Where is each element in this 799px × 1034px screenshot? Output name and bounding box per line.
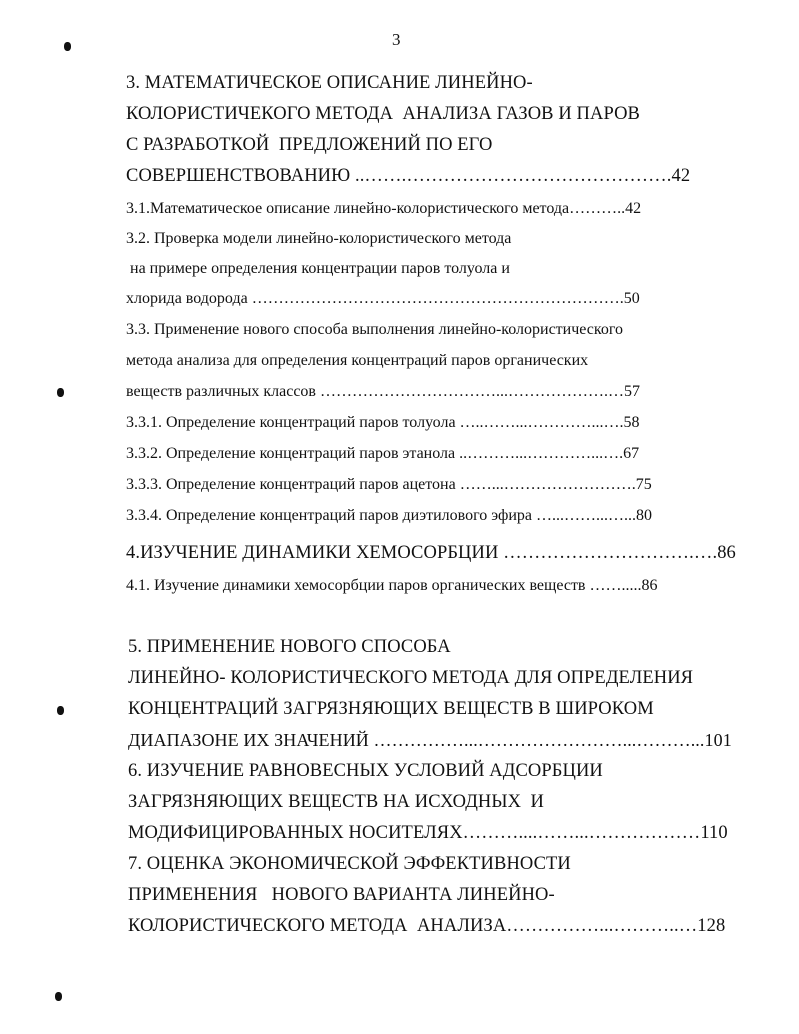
- punch-hole-mark: [64, 42, 71, 51]
- toc-line: 3.3. Применение нового способа выполнения линейно-колористического: [126, 321, 623, 338]
- toc-line: ЗАГРЯЗНЯЮЩИХ ВЕЩЕСТВ НА ИСХОДНЫХ И: [128, 792, 544, 812]
- page-number: 3: [392, 30, 401, 49]
- toc-line: на примере определения концентрации паров толуола и: [126, 260, 510, 277]
- punch-hole-mark: [55, 992, 62, 1001]
- toc-line: 3. МАТЕМАТИЧЕСКОЕ ОПИСАНИЕ ЛИНЕЙНО-: [126, 73, 533, 93]
- toc-line: КОЛОРИСТИЧЕСКОГО МЕТОДА АНАЛИЗА……………...………..…128: [128, 916, 726, 936]
- toc-line: 3.3.4. Определение концентраций паров диэтилового эфира …...……...…...80: [126, 507, 653, 524]
- toc-line: КОЛОРИСТИЧЕКОГО МЕТОДА АНАЛИЗА ГАЗОВ И ПАРОВ: [126, 104, 640, 124]
- toc-line: 4.1. Изучение динамики хемосорбции паров органических веществ …….....86: [126, 577, 658, 594]
- toc-line: 4.ИЗУЧЕНИЕ ДИНАМИКИ ХЕМОСОРБЦИИ ………………………….….86: [126, 543, 736, 563]
- toc-line: метода анализа для определения концентраций паров органических: [126, 352, 589, 369]
- toc-line: СОВЕРШЕНСТВОВАНИЮ ..…….…………………………………….42: [126, 166, 691, 186]
- toc-line: хлорида водорода …………………………………………………………….50: [126, 290, 640, 307]
- toc-line: 7. ОЦЕНКА ЭКОНОМИЧЕСКОЙ ЭФФЕКТИВНОСТИ: [128, 854, 571, 874]
- toc-line: МОДИФИЦИРОВАННЫХ НОСИТЕЛЯХ………....……...………………110: [128, 823, 728, 843]
- toc-line: 5. ПРИМЕНЕНИЕ НОВОГО СПОСОБА: [128, 637, 451, 657]
- toc-line: 3.3.3. Определение концентраций паров ацетона ……...…………………….75: [126, 476, 652, 493]
- toc-line: 3.2. Проверка модели линейно-колористического метода: [126, 230, 512, 247]
- toc-line: 6. ИЗУЧЕНИЕ РАВНОВЕСНЫХ УСЛОВИЙ АДСОРБЦИИ: [128, 761, 603, 781]
- toc-line: веществ различных классов ……………………………...……………….…57: [126, 383, 640, 400]
- toc-line: 3.3.2. Определение концентраций паров этанола ..………...…………...….67: [126, 445, 640, 462]
- toc-line: КОНЦЕНТРАЦИЙ ЗАГРЯЗНЯЮЩИХ ВЕЩЕСТВ В ШИРОКОМ: [128, 699, 654, 719]
- toc-line: С РАЗРАБОТКОЙ ПРЕДЛОЖЕНИЙ ПО ЕГО: [126, 135, 493, 155]
- toc-line: ДИАПАЗОНЕ ИХ ЗНАЧЕНИЙ ……………...……………………...………...101: [128, 730, 732, 750]
- punch-hole-mark: [57, 388, 64, 397]
- toc-line: 3.3.1. Определение концентраций паров толуола …..……...…………...….58: [126, 414, 640, 431]
- punch-hole-mark: [57, 706, 64, 715]
- toc-line: ЛИНЕЙНО- КОЛОРИСТИЧЕСКОГО МЕТОДА ДЛЯ ОПРЕДЕЛЕНИЯ: [128, 668, 694, 688]
- toc-line: ПРИМЕНЕНИЯ НОВОГО ВАРИАНТА ЛИНЕЙНО-: [128, 885, 555, 905]
- toc-line: 3.1.Математическое описание линейно-колористического метода………..42: [126, 200, 642, 217]
